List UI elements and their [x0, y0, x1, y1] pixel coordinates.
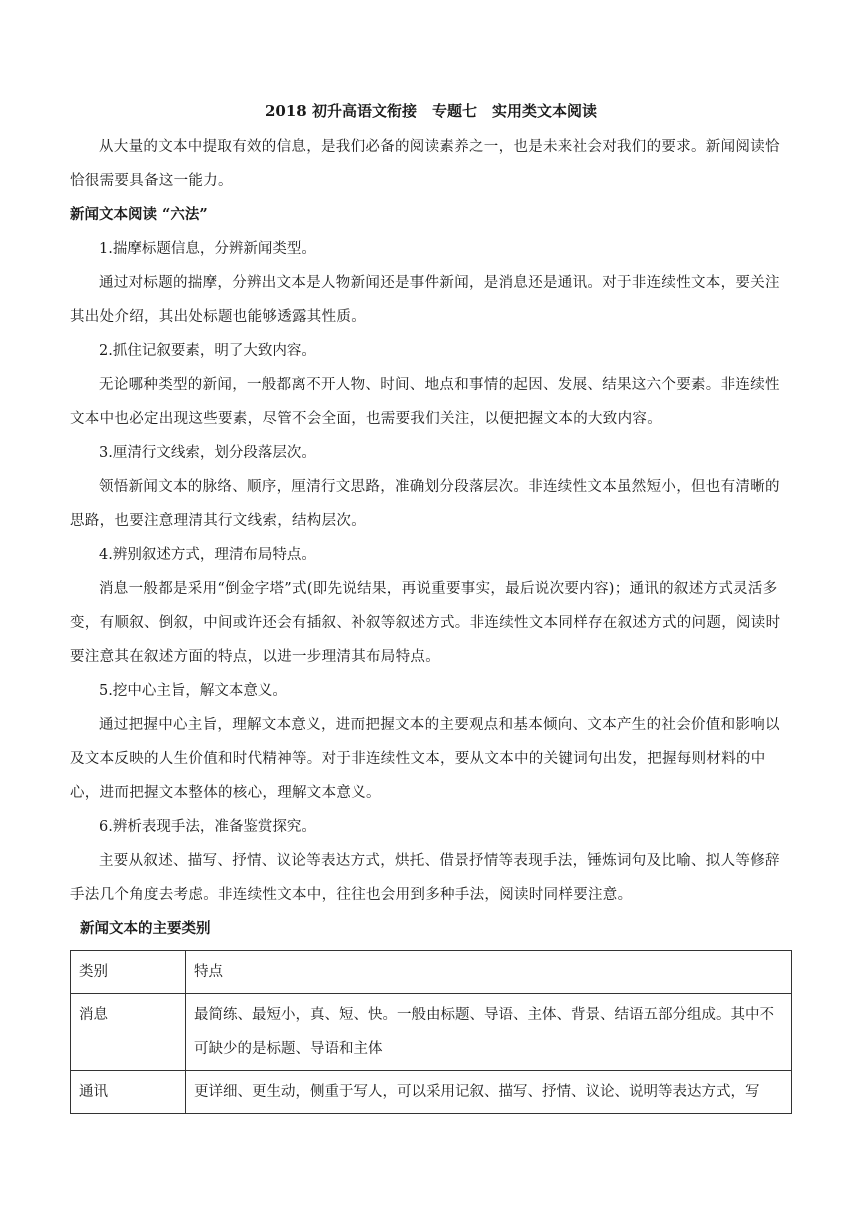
method-title: 3.厘清行文线索，划分段落层次。: [99, 445, 316, 461]
table-cell: 消息: [71, 994, 186, 1071]
method-title: 4.辨别叙述方式，理清布局特点。: [99, 547, 316, 563]
table-cell: 更详细、更生动，侧重于写人，可以采用记叙、描写、抒情、议论、说明等表达方式，写: [186, 1071, 792, 1114]
method-body: 主要从叙述、描写、抒情、议论等表达方式，烘托、借景抒情等表现手法，锤炼词句及比喻、拟人等修辞手法几个角度去考虑。非连续性文本中，往往也会用到多种手法，阅读时同样要注意。: [70, 853, 780, 903]
method-body: 无论哪种类型的新闻，一般都离不开人物、时间、地点和事情的起因、发展、结果这六个要素。非连续性文本中也必定出现这些要素，尽管不会全面，也需要我们关注，以便把握文本的大致内容。: [70, 377, 780, 427]
table-header-row: [71, 951, 792, 994]
table-header-cell: 特点: [186, 951, 792, 994]
section-heading: 新闻文本阅读 “六法”: [70, 206, 208, 223]
method-title: 2.抓住记叙要素，明了大致内容。: [99, 343, 316, 359]
table-cell: 最简练、最短小，真、短、快。一般由标题、导语、主体、背景、结语五部分组成。其中不可缺少的是标题、导语和主体: [186, 994, 792, 1071]
method-body: 消息一般都是采用“倒金字塔”式(即先说结果，再说重要事实，最后说次要内容)；通讯的叙述方式灵活多变，有顺叙、倒叙，中间或许还会有插叙、补叙等叙述方式。非连续性文本同样存在叙述方式的问题，阅读时要注意其在叙述方面的特点，以进一步理清其布局特点。: [70, 581, 781, 665]
table-cell: 通讯: [71, 1071, 186, 1114]
page-title: 2018 初升高语文衔接 专题七 实用类文本阅读: [265, 102, 597, 120]
intro-paragraph: 从大量的文本中提取有效的信息，是我们必备的阅读素养之一，也是未来社会对我们的要求。新闻阅读恰恰很需要具备这一能力。: [70, 139, 780, 189]
method-title: 6.辨析表现手法，准备鉴赏探究。: [99, 819, 316, 835]
method-body: 通过把握中心主旨，理解文本意义，进而把握文本的主要观点和基本倾向、文本产生的社会价值和影响以及文本反映的人生价值和时代精神等。对于非连续性文本，要从文本中的关键词句出发，把握每则材料的中心，进而把握文本整体的核心，理解文本意义。: [70, 717, 780, 801]
table-row: [71, 994, 792, 1071]
method-list: [70, 232, 792, 912]
method-body: 领悟新闻文本的脉络、顺序，厘清行文思路，准确划分段落层次。非连续性文本虽然短小，但也有清晰的思路，也要注意理清其行文线索，结构层次。: [70, 479, 780, 529]
method-title: 1.揣摩标题信息，分辨新闻类型。: [99, 241, 316, 257]
method-title: 5.挖中心主旨，解文本意义。: [99, 683, 287, 699]
table-row: [71, 1071, 792, 1114]
document-page: [70, 100, 792, 1114]
table-header-cell: 类别: [71, 951, 186, 994]
table-title: 新闻文本的主要类别: [80, 920, 211, 937]
news-types-table: [70, 950, 792, 1114]
method-body: 通过对标题的揣摩，分辨出文本是人物新闻还是事件新闻，是消息还是通讯。对于非连续性文本，要关注其出处介绍，其出处标题也能够透露其性质。: [70, 275, 780, 325]
